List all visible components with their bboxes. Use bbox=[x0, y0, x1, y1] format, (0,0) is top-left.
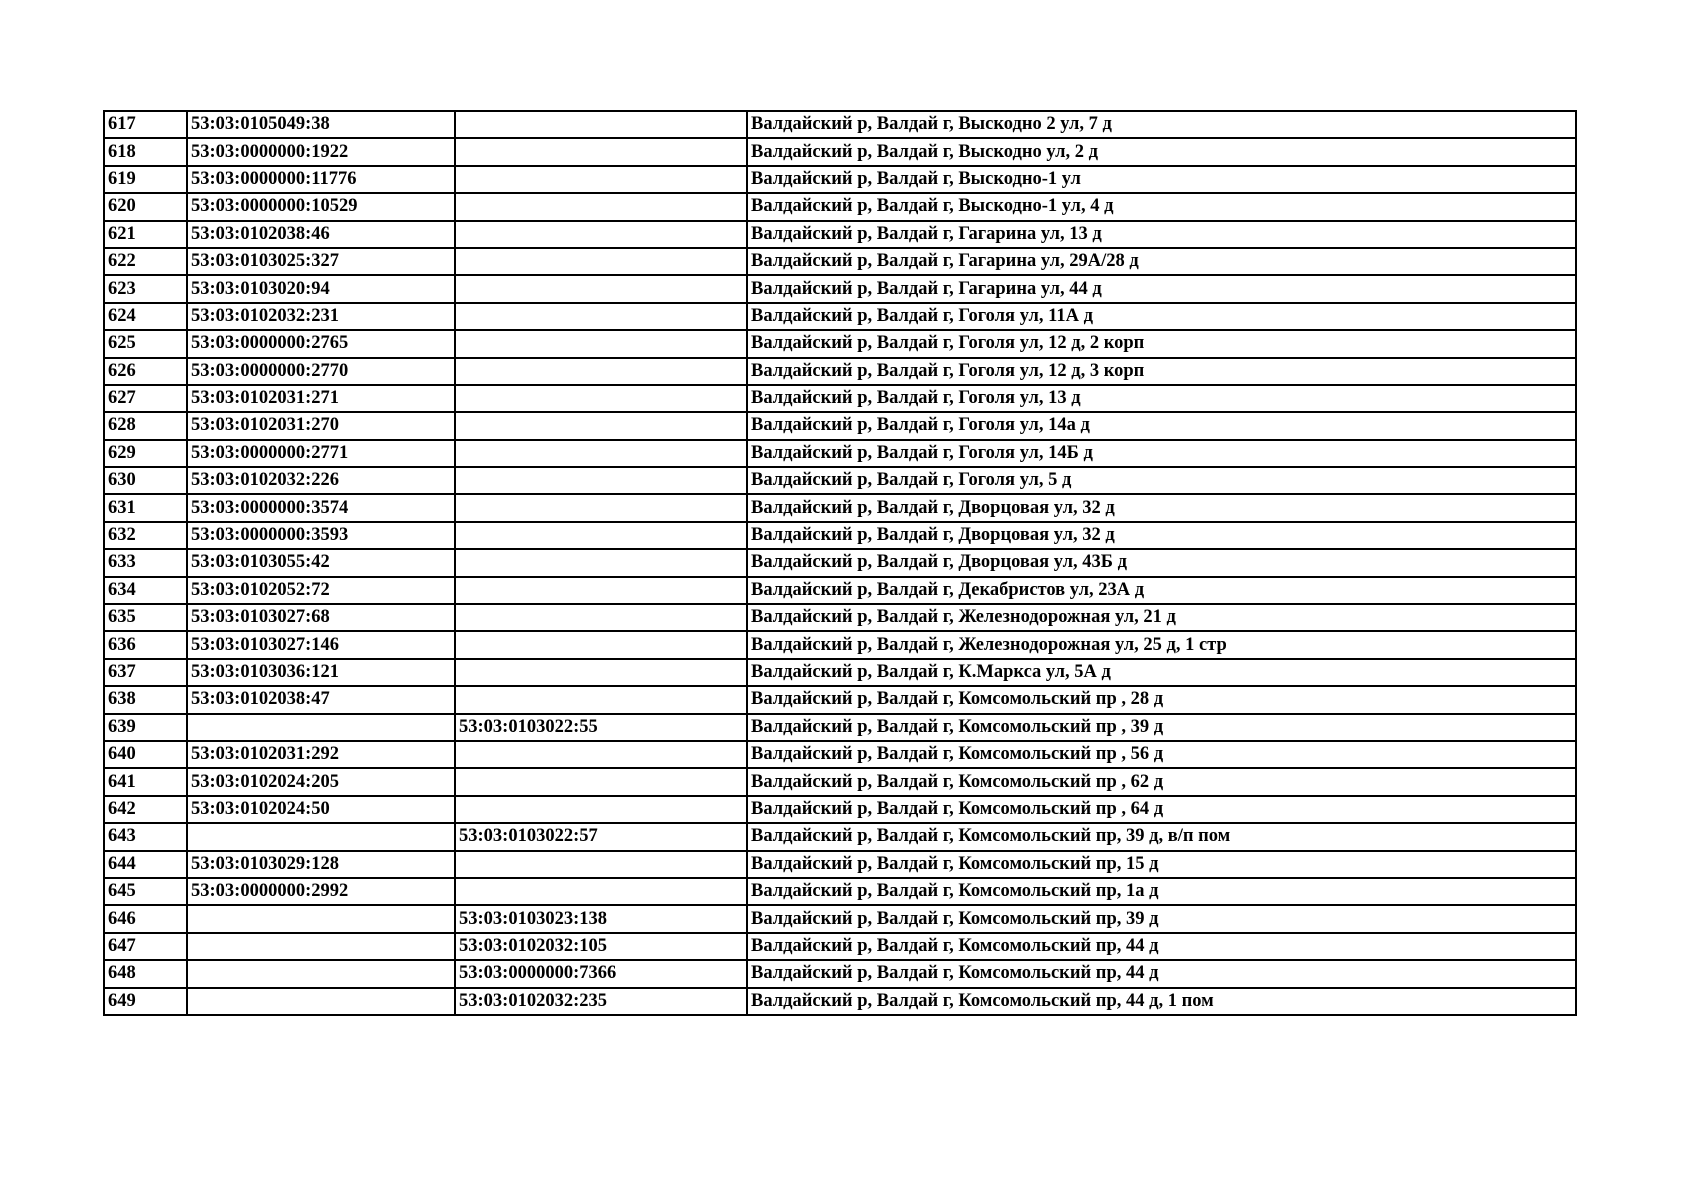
row-number-cell: 632 bbox=[104, 522, 187, 549]
cadastral-number-building-cell: 53:03:0102031:271 bbox=[187, 385, 455, 412]
row-number-cell: 619 bbox=[104, 166, 187, 193]
row-number-cell: 643 bbox=[104, 823, 187, 850]
cadastral-number-building-cell: 53:03:0000000:1922 bbox=[187, 138, 455, 165]
address-cell: Валдайский р, Валдай г, Комсомольский пр, 15 д bbox=[747, 851, 1576, 878]
cadastral-number-premise-cell bbox=[455, 275, 747, 302]
row-number-cell: 647 bbox=[104, 933, 187, 960]
cadastral-number-building-cell: 53:03:0103020:94 bbox=[187, 275, 455, 302]
cadastral-number-building-cell: 53:03:0102038:46 bbox=[187, 221, 455, 248]
row-number-cell: 635 bbox=[104, 604, 187, 631]
cadastral-number-building-cell bbox=[187, 714, 455, 741]
cadastral-number-premise-cell bbox=[455, 604, 747, 631]
row-number-cell: 648 bbox=[104, 960, 187, 987]
table-row bbox=[104, 221, 1576, 248]
cadastral-number-building-cell: 53:03:0102024:205 bbox=[187, 768, 455, 795]
address-cell: Валдайский р, Валдай г, Гоголя ул, 12 д, 2 корп bbox=[747, 330, 1576, 357]
row-number-cell: 626 bbox=[104, 358, 187, 385]
row-number-cell: 649 bbox=[104, 988, 187, 1015]
table-row bbox=[104, 248, 1576, 275]
row-number-cell: 623 bbox=[104, 275, 187, 302]
cadastral-number-building-cell: 53:03:0000000:2765 bbox=[187, 330, 455, 357]
table-row bbox=[104, 768, 1576, 795]
address-cell: Валдайский р, Валдай г, Выскодно 2 ул, 7 д bbox=[747, 111, 1576, 138]
table-row bbox=[104, 303, 1576, 330]
address-cell: Валдайский р, Валдай г, Гоголя ул, 11А д bbox=[747, 303, 1576, 330]
cadastral-number-premise-cell bbox=[455, 494, 747, 521]
cadastral-number-premise-cell bbox=[455, 166, 747, 193]
cadastral-number-premise-cell bbox=[455, 358, 747, 385]
cadastral-number-building-cell: 53:03:0103029:128 bbox=[187, 851, 455, 878]
address-cell: Валдайский р, Валдай г, Комсомольский пр, 39 д bbox=[747, 905, 1576, 932]
cadastral-number-premise-cell bbox=[455, 412, 747, 439]
row-number-cell: 624 bbox=[104, 303, 187, 330]
cadastral-number-building-cell: 53:03:0102031:292 bbox=[187, 741, 455, 768]
cadastral-number-building-cell: 53:03:0000000:10529 bbox=[187, 193, 455, 220]
table-row bbox=[104, 905, 1576, 932]
cadastral-number-building-cell: 53:03:0102052:72 bbox=[187, 577, 455, 604]
cadastral-number-building-cell: 53:03:0102032:231 bbox=[187, 303, 455, 330]
table-row bbox=[104, 440, 1576, 467]
cadastral-number-premise-cell bbox=[455, 631, 747, 658]
cadastral-number-premise-cell bbox=[455, 221, 747, 248]
row-number-cell: 617 bbox=[104, 111, 187, 138]
table-row bbox=[104, 988, 1576, 1015]
cadastral-number-building-cell: 53:03:0102031:270 bbox=[187, 412, 455, 439]
cadastral-number-building-cell: 53:03:0103025:327 bbox=[187, 248, 455, 275]
address-cell: Валдайский р, Валдай г, Дворцовая ул, 32 д bbox=[747, 494, 1576, 521]
cadastral-number-building-cell: 53:03:0103036:121 bbox=[187, 659, 455, 686]
address-cell: Валдайский р, Валдай г, Гоголя ул, 5 д bbox=[747, 467, 1576, 494]
address-cell: Валдайский р, Валдай г, Комсомольский пр , 39 д bbox=[747, 714, 1576, 741]
address-cell: Валдайский р, Валдай г, Гоголя ул, 14Б д bbox=[747, 440, 1576, 467]
cadastral-number-premise-cell bbox=[455, 796, 747, 823]
table-row bbox=[104, 823, 1576, 850]
row-number-cell: 618 bbox=[104, 138, 187, 165]
row-number-cell: 627 bbox=[104, 385, 187, 412]
address-cell: Валдайский р, Валдай г, Выскодно-1 ул, 4 д bbox=[747, 193, 1576, 220]
cadastral-number-building-cell: 53:03:0000000:2992 bbox=[187, 878, 455, 905]
cadastral-number-building-cell: 53:03:0000000:3593 bbox=[187, 522, 455, 549]
address-cell: Валдайский р, Валдай г, Дворцовая ул, 32 д bbox=[747, 522, 1576, 549]
address-cell: Валдайский р, Валдай г, Комсомольский пр, 39 д, в/п пом bbox=[747, 823, 1576, 850]
cadastral-number-building-cell: 53:03:0102038:47 bbox=[187, 686, 455, 713]
row-number-cell: 644 bbox=[104, 851, 187, 878]
cadastral-number-building-cell: 53:03:0103027:68 bbox=[187, 604, 455, 631]
table-row bbox=[104, 549, 1576, 576]
cadastral-number-premise-cell: 53:03:0103023:138 bbox=[455, 905, 747, 932]
row-number-cell: 638 bbox=[104, 686, 187, 713]
cadastral-number-building-cell: 53:03:0103055:42 bbox=[187, 549, 455, 576]
table-row bbox=[104, 412, 1576, 439]
table-row bbox=[104, 933, 1576, 960]
row-number-cell: 621 bbox=[104, 221, 187, 248]
address-cell: Валдайский р, Валдай г, Гагарина ул, 44 д bbox=[747, 275, 1576, 302]
address-cell: Валдайский р, Валдай г, Гагарина ул, 29А/28 д bbox=[747, 248, 1576, 275]
table-row bbox=[104, 686, 1576, 713]
row-number-cell: 640 bbox=[104, 741, 187, 768]
cadastral-number-building-cell: 53:03:0000000:3574 bbox=[187, 494, 455, 521]
table-row bbox=[104, 193, 1576, 220]
row-number-cell: 634 bbox=[104, 577, 187, 604]
row-number-cell: 622 bbox=[104, 248, 187, 275]
address-cell: Валдайский р, Валдай г, Гоголя ул, 13 д bbox=[747, 385, 1576, 412]
row-number-cell: 641 bbox=[104, 768, 187, 795]
table-row bbox=[104, 796, 1576, 823]
cadastral-number-premise-cell bbox=[455, 467, 747, 494]
row-number-cell: 625 bbox=[104, 330, 187, 357]
row-number-cell: 620 bbox=[104, 193, 187, 220]
address-cell: Валдайский р, Валдай г, Гоголя ул, 14а д bbox=[747, 412, 1576, 439]
cadastral-number-premise-cell bbox=[455, 385, 747, 412]
table-row bbox=[104, 494, 1576, 521]
cadastral-number-building-cell bbox=[187, 905, 455, 932]
table-row bbox=[104, 467, 1576, 494]
address-cell: Валдайский р, Валдай г, Комсомольский пр , 64 д bbox=[747, 796, 1576, 823]
address-cell: Валдайский р, Валдай г, Гоголя ул, 12 д, 3 корп bbox=[747, 358, 1576, 385]
address-cell: Валдайский р, Валдай г, Железнодорожная ул, 25 д, 1 стр bbox=[747, 631, 1576, 658]
table-row bbox=[104, 111, 1576, 138]
cadastral-number-premise-cell: 53:03:0000000:7366 bbox=[455, 960, 747, 987]
row-number-cell: 628 bbox=[104, 412, 187, 439]
cadastral-number-premise-cell bbox=[455, 440, 747, 467]
row-number-cell: 645 bbox=[104, 878, 187, 905]
cadastral-number-premise-cell: 53:03:0102032:105 bbox=[455, 933, 747, 960]
cadastral-number-building-cell: 53:03:0105049:38 bbox=[187, 111, 455, 138]
address-cell: Валдайский р, Валдай г, Дворцовая ул, 43Б д bbox=[747, 549, 1576, 576]
cadastral-number-premise-cell bbox=[455, 138, 747, 165]
row-number-cell: 629 bbox=[104, 440, 187, 467]
table-row bbox=[104, 166, 1576, 193]
cadastral-number-building-cell: 53:03:0000000:2771 bbox=[187, 440, 455, 467]
cadastral-number-building-cell: 53:03:0102024:50 bbox=[187, 796, 455, 823]
cadastral-number-premise-cell: 53:03:0102032:235 bbox=[455, 988, 747, 1015]
cadastral-number-building-cell bbox=[187, 988, 455, 1015]
cadastral-number-building-cell bbox=[187, 933, 455, 960]
cadastral-number-building-cell: 53:03:0000000:2770 bbox=[187, 358, 455, 385]
cadastral-number-premise-cell bbox=[455, 686, 747, 713]
cadastral-number-building-cell: 53:03:0103027:146 bbox=[187, 631, 455, 658]
cadastral-number-premise-cell bbox=[455, 303, 747, 330]
table-row bbox=[104, 741, 1576, 768]
cadastral-number-building-cell: 53:03:0102032:226 bbox=[187, 467, 455, 494]
table-row bbox=[104, 878, 1576, 905]
table-row bbox=[104, 714, 1576, 741]
row-number-cell: 636 bbox=[104, 631, 187, 658]
address-cell: Валдайский р, Валдай г, Комсомольский пр, 44 д, 1 пом bbox=[747, 988, 1576, 1015]
cadastral-number-premise-cell bbox=[455, 549, 747, 576]
cadastral-number-premise-cell bbox=[455, 330, 747, 357]
cadastral-number-premise-cell bbox=[455, 248, 747, 275]
cadastral-number-building-cell bbox=[187, 823, 455, 850]
cadastral-number-premise-cell bbox=[455, 193, 747, 220]
table-row bbox=[104, 851, 1576, 878]
cadastral-number-premise-cell bbox=[455, 741, 747, 768]
cadastral-number-premise-cell: 53:03:0103022:55 bbox=[455, 714, 747, 741]
table-row bbox=[104, 385, 1576, 412]
address-cell: Валдайский р, Валдай г, Комсомольский пр, 44 д bbox=[747, 960, 1576, 987]
row-number-cell: 630 bbox=[104, 467, 187, 494]
row-number-cell: 642 bbox=[104, 796, 187, 823]
row-number-cell: 646 bbox=[104, 905, 187, 932]
table-row bbox=[104, 631, 1576, 658]
row-number-cell: 637 bbox=[104, 659, 187, 686]
property-registry-body bbox=[104, 111, 1576, 1015]
cadastral-number-premise-cell bbox=[455, 111, 747, 138]
table-row bbox=[104, 522, 1576, 549]
address-cell: Валдайский р, Валдай г, Комсомольский пр , 28 д bbox=[747, 686, 1576, 713]
address-cell: Валдайский р, Валдай г, Декабристов ул, 23А д bbox=[747, 577, 1576, 604]
cadastral-number-premise-cell bbox=[455, 577, 747, 604]
row-number-cell: 631 bbox=[104, 494, 187, 521]
property-registry-table bbox=[103, 110, 1577, 1016]
cadastral-number-premise-cell bbox=[455, 659, 747, 686]
cadastral-number-premise-cell bbox=[455, 851, 747, 878]
address-cell: Валдайский р, Валдай г, Гагарина ул, 13 д bbox=[747, 221, 1576, 248]
address-cell: Валдайский р, Валдай г, Железнодорожная ул, 21 д bbox=[747, 604, 1576, 631]
cadastral-number-premise-cell: 53:03:0103022:57 bbox=[455, 823, 747, 850]
address-cell: Валдайский р, Валдай г, Комсомольский пр , 56 д bbox=[747, 741, 1576, 768]
table-row bbox=[104, 960, 1576, 987]
cadastral-number-premise-cell bbox=[455, 768, 747, 795]
table-row bbox=[104, 577, 1576, 604]
row-number-cell: 639 bbox=[104, 714, 187, 741]
cadastral-number-premise-cell bbox=[455, 522, 747, 549]
table-row bbox=[104, 275, 1576, 302]
table-row bbox=[104, 138, 1576, 165]
address-cell: Валдайский р, Валдай г, Комсомольский пр , 62 д bbox=[747, 768, 1576, 795]
cadastral-number-premise-cell bbox=[455, 878, 747, 905]
table-row bbox=[104, 604, 1576, 631]
cadastral-number-building-cell: 53:03:0000000:11776 bbox=[187, 166, 455, 193]
table-row bbox=[104, 659, 1576, 686]
row-number-cell: 633 bbox=[104, 549, 187, 576]
cadastral-number-building-cell bbox=[187, 960, 455, 987]
table-row bbox=[104, 358, 1576, 385]
address-cell: Валдайский р, Валдай г, Комсомольский пр, 44 д bbox=[747, 933, 1576, 960]
address-cell: Валдайский р, Валдай г, Выскодно-1 ул bbox=[747, 166, 1576, 193]
table-row bbox=[104, 330, 1576, 357]
address-cell: Валдайский р, Валдай г, Выскодно ул, 2 д bbox=[747, 138, 1576, 165]
address-cell: Валдайский р, Валдай г, К.Маркса ул, 5А д bbox=[747, 659, 1576, 686]
address-cell: Валдайский р, Валдай г, Комсомольский пр, 1а д bbox=[747, 878, 1576, 905]
